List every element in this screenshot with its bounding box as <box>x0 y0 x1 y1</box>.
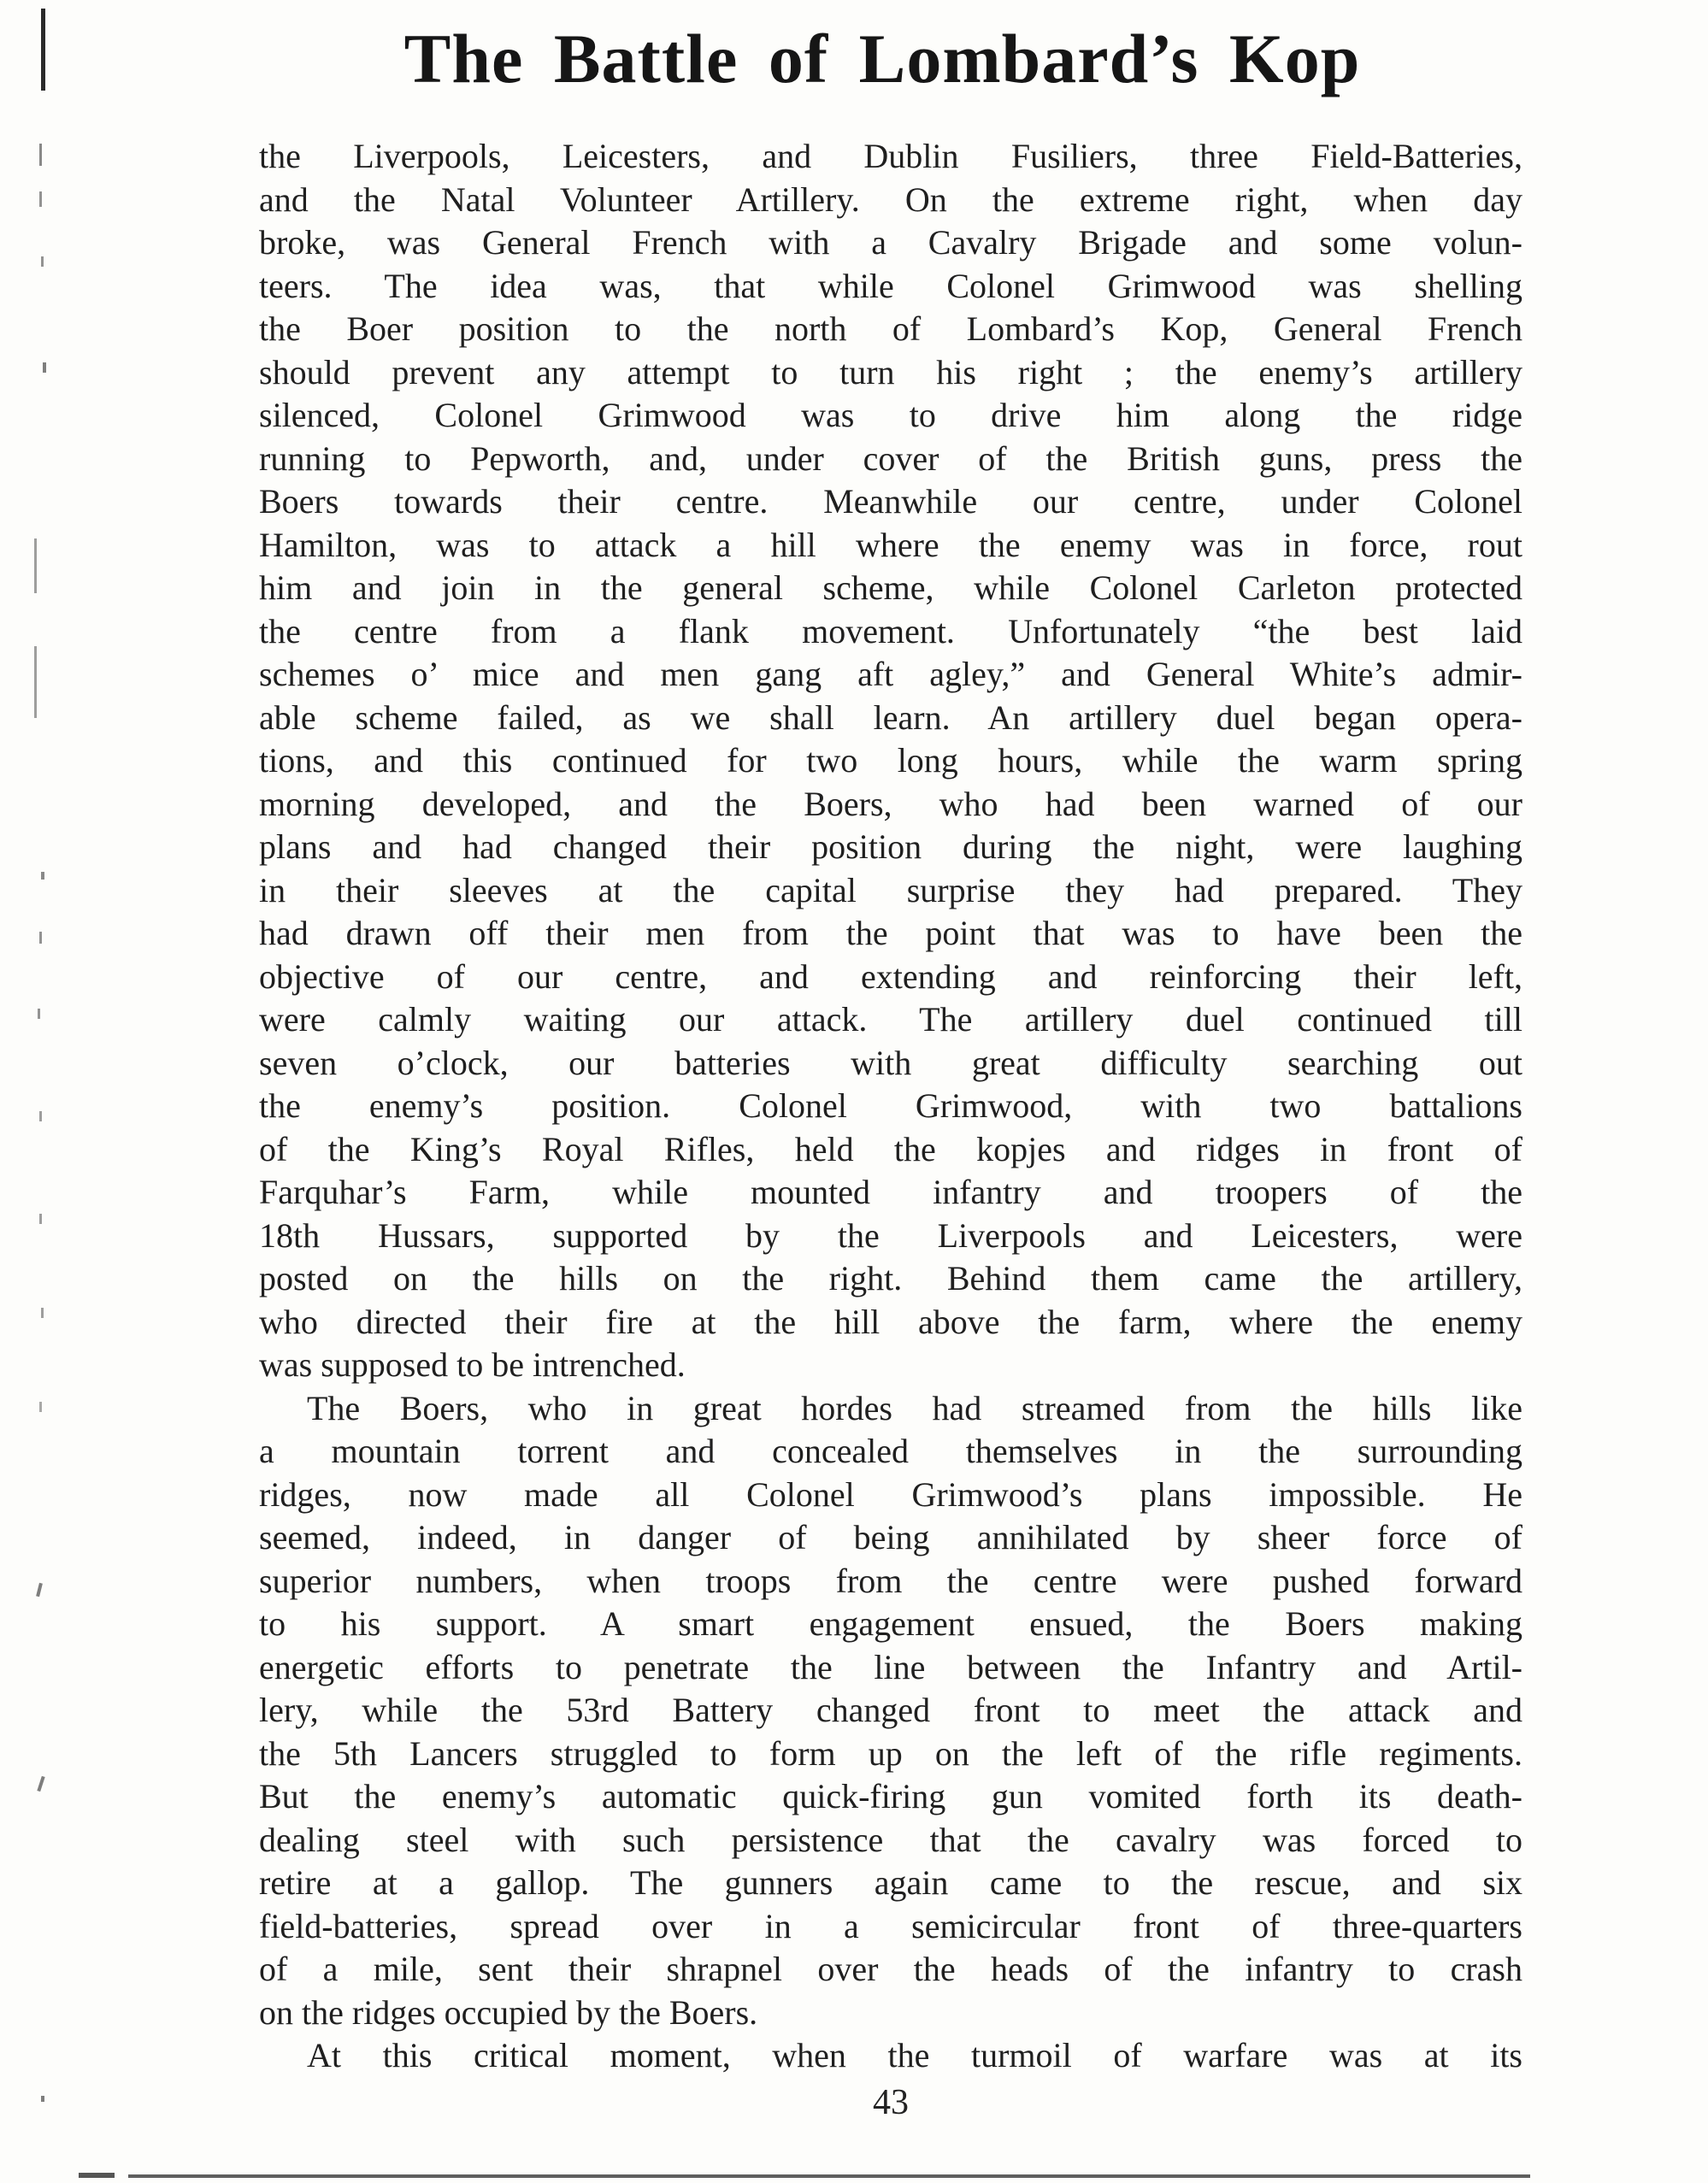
scan-mark <box>43 362 46 373</box>
text-line: morning developed, and the Boers, who had been warned of our <box>259 784 1522 823</box>
text-line: silenced, Colonel Grimwood was to drive him along the ridge <box>259 396 1522 434</box>
text-line: lery, while the 53rd Battery changed front to meet the attack and <box>259 1691 1522 1729</box>
scan-mark <box>39 144 42 166</box>
text-line: retire at a gallop. The gunners again came to the rescue, and six <box>259 1863 1522 1902</box>
scan-mark <box>39 191 42 207</box>
text-line: plans and had changed their position during the night, were laughing <box>259 827 1522 866</box>
text-line: of a mile, sent their shrapnel over the heads of the infantry to crash <box>259 1950 1522 1988</box>
page-number: 43 <box>873 2083 909 2122</box>
text-block <box>259 135 1522 2078</box>
scan-mark <box>37 1776 44 1792</box>
text-line: able scheme failed, as we shall learn. An artillery duel began opera- <box>259 697 1522 737</box>
scan-bottom-edge <box>128 2174 1530 2178</box>
text-line: energetic efforts to penetrate the line between the Infantry and Artil- <box>259 1647 1522 1686</box>
paragraph-3 <box>259 2034 1522 2078</box>
text-line: At this critical moment, when the turmoil of warfare was at its <box>307 2036 1522 2074</box>
text-line: tions, and this continued for two long hours, while the warm spring <box>259 741 1522 780</box>
text-line: ridges, now made all Colonel Grimwood’s plans impossible. He <box>259 1474 1522 1514</box>
text-line: in their sleeves at the capital surprise they had prepared. They <box>259 870 1522 909</box>
paragraph-1 <box>259 135 1522 1387</box>
text-line: who directed their fire at the hill above the farm, where the enemy <box>259 1302 1522 1341</box>
text-line: were calmly waiting our attack. The artillery duel continued till <box>259 1000 1522 1039</box>
scan-mark <box>38 1009 40 1019</box>
scan-bottom-edge <box>79 2173 115 2178</box>
text-line: schemes o’ mice and men gang aft agley,” and General White’s admir- <box>259 655 1522 693</box>
text-line: The Boers, who in great hordes had streamed from the hills like <box>307 1388 1522 1427</box>
text-line: the 5th Lancers struggled to form up on the left of the rifle regiments. <box>259 1733 1522 1773</box>
page-title: The Battle of Lombard’s Kop <box>403 20 1361 97</box>
text-line: was supposed to be intrenched. <box>259 1345 686 1384</box>
text-line: had drawn off their men from the point that was to have been the <box>259 914 1522 952</box>
scan-mark <box>34 538 37 593</box>
text-line: broke, was General French with a Cavalry Brigade and some volun- <box>259 223 1522 262</box>
scan-mark <box>41 872 44 880</box>
text-line: and the Natal Volunteer Artillery. On the extreme right, when day <box>259 179 1522 219</box>
scan-mark <box>39 1402 42 1412</box>
scan-mark <box>39 932 42 944</box>
scan-mark <box>41 2096 44 2102</box>
scan-mark <box>39 1214 42 1224</box>
text-line: dealing steel with such persistence that the cavalry was forced to <box>259 1820 1522 1859</box>
text-line: 18th Hussars, supported by the Liverpools and Leicesters, were <box>259 1215 1522 1255</box>
text-line: objective of our centre, and extending and reinforcing their left, <box>259 956 1522 996</box>
text-line: field-batteries, spread over in a semicircular front of three-quarters <box>259 1906 1522 1945</box>
text-line: on the ridges occupied by the Boers. <box>259 1992 758 2032</box>
text-line: But the enemy’s automatic quick-firing gun vomited forth its death- <box>259 1777 1522 1815</box>
text-line: Boers towards their centre. Meanwhile our centre, under Colonel <box>259 482 1522 521</box>
text-line: the Liverpools, Leicesters, and Dublin Fusiliers, three Field-Batteries, <box>259 137 1522 175</box>
scan-mark <box>41 9 45 91</box>
text-line: the enemy’s position. Colonel Grimwood, with two battalions <box>259 1086 1522 1125</box>
text-line: of the King’s Royal Rifles, held the kopjes and ridges in front of <box>259 1129 1522 1168</box>
text-line: seemed, indeed, in danger of being annihilated by sheer force of <box>259 1518 1522 1556</box>
text-line: should prevent any attempt to turn his right ; the enemy’s artillery <box>259 352 1522 391</box>
text-line: him and join in the general scheme, while Colonel Carleton protected <box>259 568 1522 607</box>
scan-mark <box>39 1111 42 1121</box>
text-line: the Boer position to the north of Lombard’s Kop, General French <box>259 309 1522 348</box>
scan-mark <box>36 1583 43 1597</box>
text-line: the centre from a flank movement. Unfortunately “the best laid <box>259 611 1522 650</box>
text-line: a mountain torrent and concealed themselves in the surrounding <box>259 1432 1522 1470</box>
scan-mark <box>41 256 44 267</box>
text-line: seven o’clock, our batteries with great difficulty searching out <box>259 1043 1522 1082</box>
paragraph-2 <box>259 1387 1522 2035</box>
scan-mark <box>34 646 37 718</box>
text-line: to his support. A smart engagement ensued, the Boers making <box>259 1604 1522 1643</box>
text-line: posted on the hills on the right. Behind them came the artillery, <box>259 1259 1522 1297</box>
text-line: running to Pepworth, and, under cover of the British guns, press the <box>259 438 1522 478</box>
text-line: Hamilton, was to attack a hill where the enemy was in force, rout <box>259 525 1522 564</box>
text-line: superior numbers, when troops from the centre were pushed forward <box>259 1561 1522 1600</box>
text-line: Farquhar’s Farm, while mounted infantry and troopers of the <box>259 1173 1522 1211</box>
text-line: teers. The idea was, that while Colonel Grimwood was shelling <box>259 266 1522 305</box>
scan-mark <box>41 1308 44 1318</box>
